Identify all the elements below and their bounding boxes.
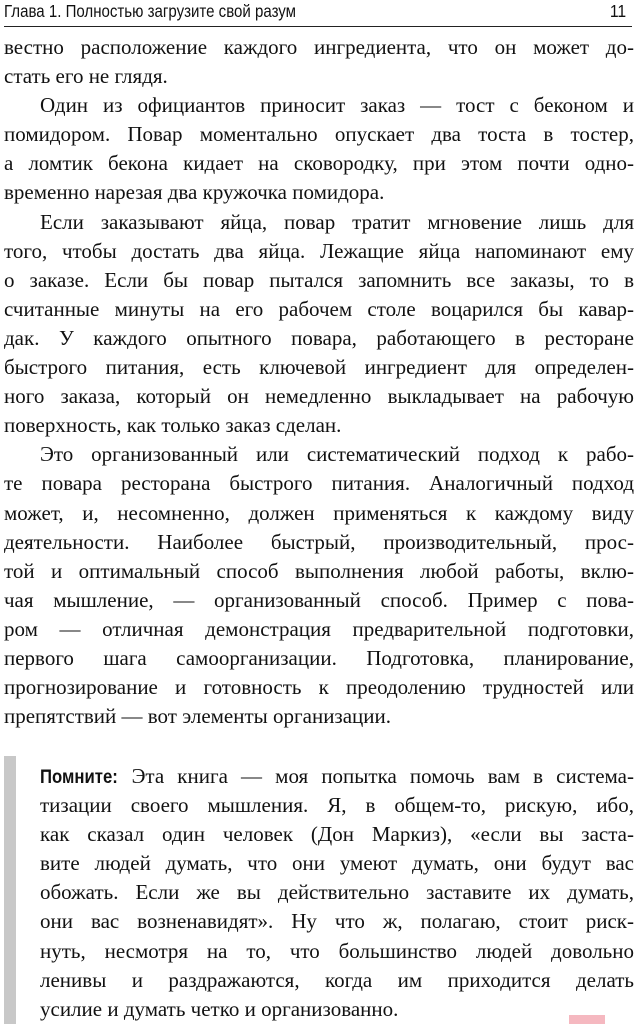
remember-note: [4, 756, 634, 1024]
text-line: считанные минуты на его рабочем столе воцарился бы кавар-: [4, 296, 634, 321]
text-line: а ломтик бекона кидает на сковородку, при этом почти одно-: [4, 151, 634, 176]
body-text: [4, 33, 634, 731]
note-line: ленивы и раздражаются, когда им приходится делать: [40, 967, 634, 992]
text-line: Если заказывают яйца, повар тратит мгновение лишь для: [40, 209, 634, 234]
page-number: 11: [609, 1, 626, 21]
text-line: чая мышление, — организованный способ. Пример с пова-: [4, 587, 634, 612]
text-line: может, и, несомненно, должен применяться к каждому виду: [4, 500, 634, 525]
note-first-line: [40, 762, 634, 791]
text-line: того, чтобы достать два яйца. Лежащие яйца напоминают ему: [4, 238, 634, 263]
note-text: [40, 762, 634, 1024]
text-line: вестно расположение каждого ингредиента, что он может до-: [4, 35, 634, 59]
text-line: той и оптимальный способ выполнения любой работы, вклю-: [4, 558, 634, 583]
text-line: помидором. Повар моментально опускает два тоста в тостер,: [4, 122, 634, 147]
note-line: тизации своего мышления. Я, в общем-то, рискую, ибо,: [40, 793, 634, 818]
text-line: деятельности. Наиболее быстрый, производительный, прос-: [4, 529, 634, 554]
text-line: поверхность, как только заказ сделан.: [4, 413, 342, 438]
paragraph-4: [4, 440, 634, 731]
note-label: Помните:: [40, 767, 118, 788]
text-line: Это организованный или систематический подход к рабо-: [40, 442, 634, 467]
paragraph-3: [4, 208, 634, 441]
text-line: Один из официантов приносит заказ — тост с беконом и: [40, 93, 634, 118]
paragraph-2: [4, 91, 634, 207]
text-line: быстрого питания, есть ключевой ингредиент для определен-: [4, 355, 634, 380]
note-sidebar-bar: [4, 756, 16, 1024]
note-line: нуть, несмотря на то, что большинство людей довольно: [40, 938, 634, 963]
paragraph-1: [4, 33, 634, 91]
text-line: прогнозирование и готовность к преодолению трудностей или: [4, 675, 634, 700]
note-first-line-text: Эта книга — моя попытка помочь вам в система-: [131, 764, 634, 788]
text-line: о заказе. Если бы повар пытался запомнить все заказы, то в: [4, 267, 634, 292]
corner-color-mark: [569, 1015, 605, 1024]
text-line: ром — отличная демонстрация предварительной подготовки,: [4, 616, 634, 641]
note-line: обожать. Если же вы действительно заставите их думать,: [40, 880, 634, 905]
note-line: они вас возненавидят». Ну что ж, полагаю, стоит риск-: [40, 909, 634, 934]
note-line: усилие и думать четко и организованно.: [40, 996, 399, 1021]
running-header: [4, 0, 632, 27]
note-line: как сказал один человек (Дон Маркиз), «если вы заста-: [40, 822, 634, 847]
text-line: препятствий — вот элементы организации.: [4, 704, 392, 729]
text-line: те повара ресторана быстрого питания. Аналогичный подход: [4, 471, 634, 496]
chapter-title: Глава 1. Полностью загрузите свой разум: [4, 1, 297, 21]
text-line: временно нарезая два кружочка помидора.: [4, 180, 385, 205]
text-line: стать его не глядя.: [4, 64, 168, 89]
note-line: вите людей думать, что они умеют думать, они будут вас: [40, 851, 634, 876]
text-line: ного заказа, который он немедленно выкладывает на рабочую: [4, 384, 634, 409]
text-line: дак. У каждого опытного повара, работающего в ресторане: [4, 325, 634, 350]
text-line: первого шага самоорганизации. Подготовка, планирование,: [4, 645, 634, 670]
